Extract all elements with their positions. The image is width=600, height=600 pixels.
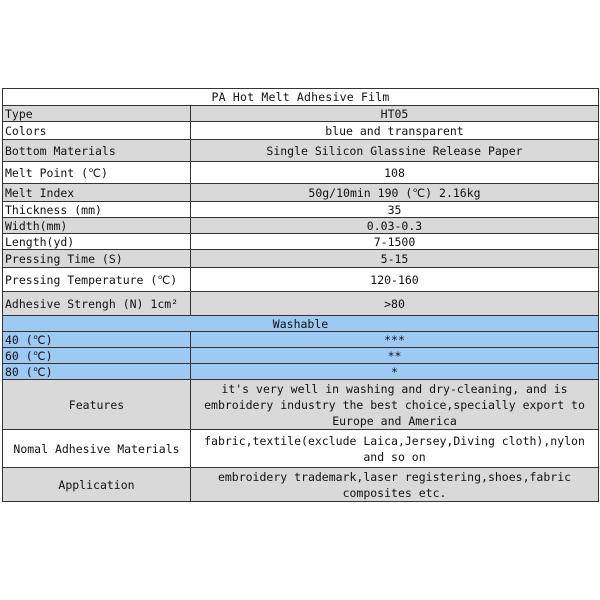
spec-label: Type: [3, 106, 191, 122]
spec-value: blue and transparent: [191, 122, 599, 140]
spec-row: [3, 184, 599, 202]
spec-label: Melt Index: [3, 184, 191, 202]
spec-row: [3, 218, 599, 234]
spec-label: Pressing Temperature (℃): [3, 268, 191, 292]
spec-value: 50g/10min 190 (℃) 2.16kg: [191, 184, 599, 202]
spec-row: [3, 202, 599, 218]
detail-label: Nomal Adhesive Materials: [3, 430, 191, 468]
washable-row: [3, 332, 599, 348]
washable-rating: **: [191, 348, 599, 364]
detail-value: fabric,textile(exclude Laica,Jersey,Diving cloth),nylon and so on: [191, 430, 599, 468]
spec-label: Length(yd): [3, 234, 191, 250]
spec-value: 35: [191, 202, 599, 218]
detail-value: embroidery trademark,laser registering,shoes,fabric composites etc.: [191, 468, 599, 502]
spec-row: [3, 122, 599, 140]
spec-value: 108: [191, 162, 599, 184]
title-row: [3, 89, 599, 106]
washable-header-row: [3, 316, 599, 332]
spec-table: [2, 88, 599, 502]
spec-value: 5-15: [191, 250, 599, 268]
spec-value: >80: [191, 292, 599, 316]
spec-row: [3, 250, 599, 268]
spec-row: [3, 140, 599, 162]
table-title: PA Hot Melt Adhesive Film: [3, 89, 599, 106]
detail-row-features: [3, 380, 599, 430]
spec-value: 0.03-0.3: [191, 218, 599, 234]
detail-row-materials: [3, 430, 599, 468]
washable-temp: 80 (℃): [3, 364, 191, 380]
spec-row: [3, 106, 599, 122]
spec-row: [3, 234, 599, 250]
detail-row-application: [3, 468, 599, 502]
washable-temp: 60 (℃): [3, 348, 191, 364]
spec-label: Colors: [3, 122, 191, 140]
spec-label: Thickness (mm): [3, 202, 191, 218]
spec-row: [3, 268, 599, 292]
washable-row: [3, 364, 599, 380]
detail-label: Application: [3, 468, 191, 502]
washable-header: Washable: [3, 316, 599, 332]
washable-rating: ***: [191, 332, 599, 348]
washable-temp: 40 (℃): [3, 332, 191, 348]
spec-label: Adhesive Strengh (N) 1cm²: [3, 292, 191, 316]
detail-label: Features: [3, 380, 191, 430]
spec-value: 7-1500: [191, 234, 599, 250]
spec-label: Width(mm): [3, 218, 191, 234]
spec-label: Pressing Time (S): [3, 250, 191, 268]
washable-rating: *: [191, 364, 599, 380]
spec-label: Bottom Materials: [3, 140, 191, 162]
washable-row: [3, 348, 599, 364]
spec-row: [3, 162, 599, 184]
spec-value: Single Silicon Glassine Release Paper: [191, 140, 599, 162]
spec-row: [3, 292, 599, 316]
detail-value: it's very well in washing and dry-cleaning, and is embroidery industry the best choice,specially export to Europe and America: [191, 380, 599, 430]
spec-value: HT05: [191, 106, 599, 122]
spec-value: 120-160: [191, 268, 599, 292]
spec-sheet: [2, 88, 598, 502]
spec-label: Melt Point (℃): [3, 162, 191, 184]
